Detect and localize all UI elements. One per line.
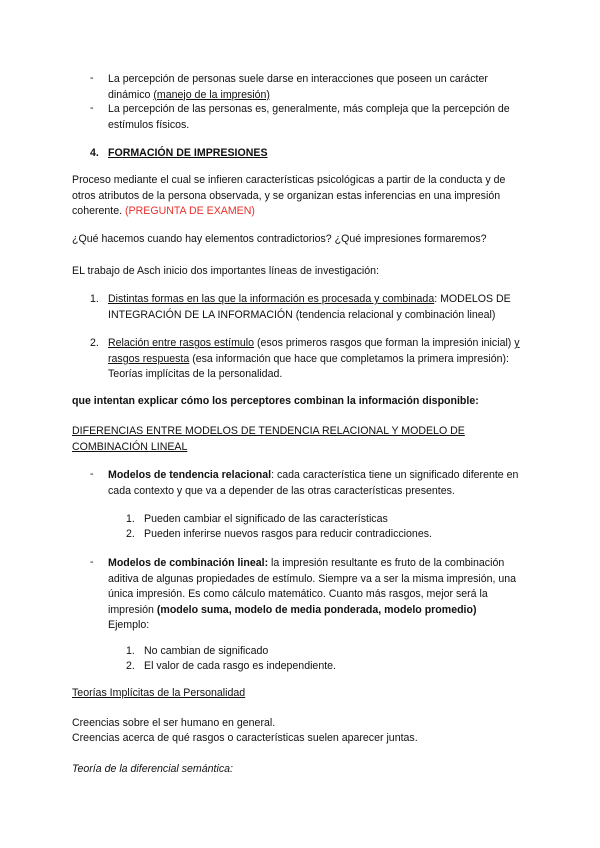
- list-number: 1.: [126, 645, 135, 657]
- differences-heading: DIFERENCIAS ENTRE MODELOS DE TENDENCIA RELACIONAL Y MODELO DE COMBINACIÓN LINEAL: [72, 425, 465, 453]
- linear-desc: la impresión resultante es fruto de la combinación aditiva de algunas propiedades de estímulo. Siempre va a ser la misma impresión, una única impresión. Es como cálculo matemático. Cuanto más rasgos, mejor será la impresión: [108, 557, 517, 616]
- linear-term: Modelos de combinación lineal:: [108, 557, 269, 569]
- linear-model: [108, 556, 528, 634]
- linear-models: (modelo suma, modelo de media ponderada, modelo promedio): [156, 603, 477, 616]
- semantic-differential-heading: Teoría de la diferencial semántica:: [72, 763, 233, 775]
- relational-desc: : cada característica tiene un significado diferente en cada contexto y que va a depender de las otras características presentes.: [108, 469, 519, 497]
- section-number: 4.: [90, 147, 99, 159]
- belief-line-1: Creencias sobre el ser humano en general.: [72, 717, 276, 729]
- bullet-dash: -: [90, 72, 94, 84]
- asch-line-underlined: Relación entre rasgos estímulo: [108, 337, 255, 349]
- linear-point-2: El valor de cada rasgo es independiente.: [144, 660, 336, 672]
- relational-model: [108, 468, 528, 499]
- bullet-item-2: [108, 102, 528, 133]
- asch-line-1: [108, 292, 528, 323]
- list-number: 2.: [90, 337, 99, 349]
- bullet-item-1: [108, 72, 528, 103]
- definition-text: Proceso mediante el cual se infieren características psicológicas a partir de la conducta y de otros atributos de la persona observada, y se organizan estas inferencias en una impresión coherente.: [72, 174, 506, 218]
- implicit-theories-heading: Teorías Implícitas de la Personalidad: [72, 687, 246, 699]
- section-heading: [90, 146, 99, 162]
- relational-point-1: Pueden cambiar el significado de las características: [144, 513, 388, 525]
- relational-term: Modelos de tendencia relacional: [108, 469, 272, 481]
- exam-tag: (PREGUNTA DE EXAMEN): [125, 205, 255, 218]
- asch-line-2: [108, 336, 528, 383]
- bold-statement: que intentan explicar cómo los perceptores combinan la información disponible:: [72, 395, 479, 407]
- bullet-dash: -: [90, 468, 94, 480]
- section-title: FORMACIÓN DE IMPRESIONES: [108, 147, 268, 159]
- asch-intro: EL trabajo de Asch inicio dos importantes líneas de investigación:: [72, 265, 380, 277]
- linear-point-1: No cambian de significado: [144, 645, 269, 657]
- bullet-dash: -: [90, 556, 94, 568]
- asch-line-text: (esa información que hace que completamos la primera impresión): Teorías implícitas de la personalidad.: [108, 352, 509, 381]
- definition-paragraph: [72, 173, 527, 220]
- bullet-underlined: (manejo de la impresión): [153, 88, 270, 101]
- asch-line-text: : MODELOS DE INTEGRACIÓN DE LA INFORMACIÓN (tendencia relacional y combinación lineal): [108, 293, 511, 321]
- bullet-dash: -: [90, 102, 94, 114]
- list-number: 1.: [126, 513, 135, 525]
- belief-line-2: Creencias acerca de qué rasgos o características suelen aparecer juntas.: [72, 732, 418, 744]
- bullet-text: La percepción de las personas es, generalmente, más compleja que la percepción de estímulos físicos.: [108, 103, 510, 131]
- relational-point-2: Pueden inferirse nuevos rasgos para reducir contradicciones.: [144, 528, 432, 540]
- linear-example: Ejemplo:: [108, 619, 150, 632]
- question-paragraph: ¿Qué hacemos cuando hay elementos contradictorios? ¿Qué impresiones formaremos?: [72, 233, 487, 245]
- list-number: 1.: [90, 293, 99, 305]
- asch-line-underlined: Distintas formas en las que la información es procesada y combinada: [108, 293, 435, 305]
- asch-line-text: (esos primeros rasgos que forman la impresión inicial): [254, 337, 515, 349]
- list-number: 2.: [126, 660, 135, 672]
- list-number: 2.: [126, 528, 135, 540]
- asch-line-underlined: y rasgos respuesta: [108, 337, 520, 365]
- bullet-text: La percepción de personas suele darse en interacciones que poseen un carácter dinámico: [108, 73, 488, 101]
